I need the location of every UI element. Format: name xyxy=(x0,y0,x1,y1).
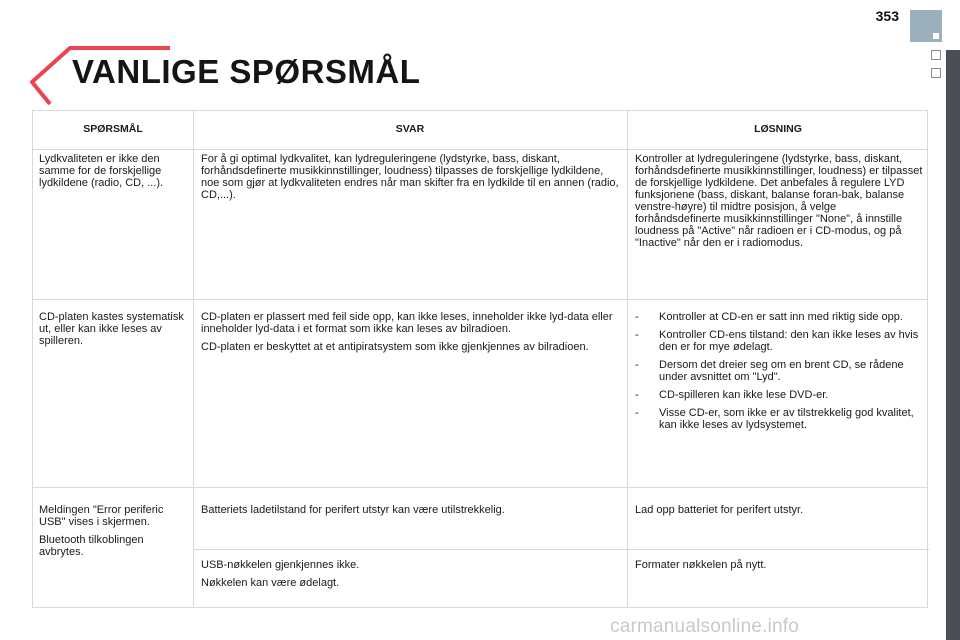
list-item-text: Kontroller at CD-en er satt inn med riktig side opp. xyxy=(659,311,903,323)
faq-table xyxy=(32,110,928,608)
question-text: CD-platen kastes systematisk ut, eller kan ikke leses av spilleren. xyxy=(39,311,184,347)
list-item-text: Visse CD-er, som ikke er av tilstrekkelig god kvalitet, kan ikke leses av lydsystemet. xyxy=(659,407,914,431)
table-row-3-question xyxy=(39,504,189,564)
header-solution: LØSNING xyxy=(754,123,802,135)
list-item xyxy=(635,389,923,401)
chapter-tab xyxy=(910,10,942,42)
column-divider xyxy=(627,111,628,607)
row-divider xyxy=(193,549,929,550)
table-row-4-answer xyxy=(201,559,621,595)
table-row-3-solution xyxy=(635,504,923,522)
table-row-1-question xyxy=(39,153,189,195)
row-divider xyxy=(33,299,927,300)
page-edge-sidebar xyxy=(946,50,960,640)
table-row-2-question xyxy=(39,311,187,353)
bullet-dash: - xyxy=(635,311,639,323)
page-number: 353 xyxy=(875,8,899,24)
answer-text: Batteriets ladetilstand for perifert utstyr kan være utilstrekkelig. xyxy=(201,504,505,516)
title-accent-stripe xyxy=(32,48,44,108)
table-row-4-solution xyxy=(635,559,923,577)
list-item xyxy=(635,311,923,323)
list-item-text: Dersom det dreier seg om en brent CD, se rådene under avsnittet om "Lyd". xyxy=(659,359,904,383)
question-text: Bluetooth tilkoblingen avbrytes. xyxy=(39,534,144,558)
chapter-marker-box xyxy=(931,68,941,78)
answer-text: CD-platen er plassert med feil side opp, kan ikke leses, inneholder ikke lyd-data eller inneholder lyd-data i et format som ikke kan leses av bilradioen. xyxy=(201,311,613,335)
solution-text: Lad opp batteriet for perifert utstyr. xyxy=(635,504,804,516)
bullet-dash: - xyxy=(635,359,639,371)
solution-list xyxy=(635,311,923,431)
bullet-dash: - xyxy=(635,407,639,419)
solution-text: Kontroller at lydreguleringene (lydstyrke, bass, diskant, forhåndsdefinerte musikkinnstillinger, loudness) er tilpasset de forskjellige lydkildene. Det anbefales å regulere LYD funksjonene (bass, diskant, balanse foran-bak, balanse venstre-høyre) til midtre posisjon, å velge forhåndsdefinerte musikkinnstillinger "None", å innstille loudness på "Active" når radioen er i CD-modus, og på "Inactive" når den er i radiomodus. xyxy=(635,153,923,249)
bullet-dash: - xyxy=(635,329,639,341)
list-item xyxy=(635,407,923,431)
header-question: SPØRSMÅL xyxy=(83,123,143,135)
list-item-text: CD-spilleren kan ikke lese DVD-er. xyxy=(659,389,829,401)
bullet-dash: - xyxy=(635,389,639,401)
list-item-text: Kontroller CD-ens tilstand: den kan ikke leses av hvis den er for mye ødelagt. xyxy=(659,329,919,353)
question-text: Lydkvaliteten er ikke den samme for de forskjellige lydkildene (radio, CD, ...). xyxy=(39,153,164,189)
solution-text: Formater nøkkelen på nytt. xyxy=(635,559,767,571)
answer-text: Nøkkelen kan være ødelagt. xyxy=(201,577,340,589)
table-row-2-solution xyxy=(635,311,923,437)
page-title: VANLIGE SPØRSMÅL xyxy=(72,53,421,90)
column-divider xyxy=(193,111,194,607)
header-answer: SVAR xyxy=(395,123,425,135)
list-item xyxy=(635,359,923,383)
table-row-1-solution xyxy=(635,153,923,255)
table-header xyxy=(33,111,927,150)
table-row-3-answer xyxy=(201,504,621,522)
chapter-marker-box xyxy=(931,50,941,60)
table-row-2-answer xyxy=(201,311,621,359)
watermark: carmanualsonline.info xyxy=(610,616,800,637)
answer-text: CD-platen er beskyttet at et antipiratsystem som ikke gjenkjennes av bilradioen. xyxy=(201,341,589,353)
answer-text: For å gi optimal lydkvalitet, kan lydreguleringene (lydstyrke, bass, diskant, forhåndsdefinerte musikkinnstillinger, loudness) tilpasses de forskjellige lydkildene, noe som gjør at lydkvaliteten endres når man skifter fra en lydkilde til en annen (radio, CD,...). xyxy=(201,153,619,201)
table-row-1-answer xyxy=(201,153,621,207)
chapter-tab-dot xyxy=(933,33,939,39)
question-text: Meldingen "Error periferic USB" vises i skjermen. xyxy=(39,504,164,528)
list-item xyxy=(635,329,923,353)
row-divider xyxy=(33,487,927,488)
answer-text: USB-nøkkelen gjenkjennes ikke. xyxy=(201,559,360,571)
